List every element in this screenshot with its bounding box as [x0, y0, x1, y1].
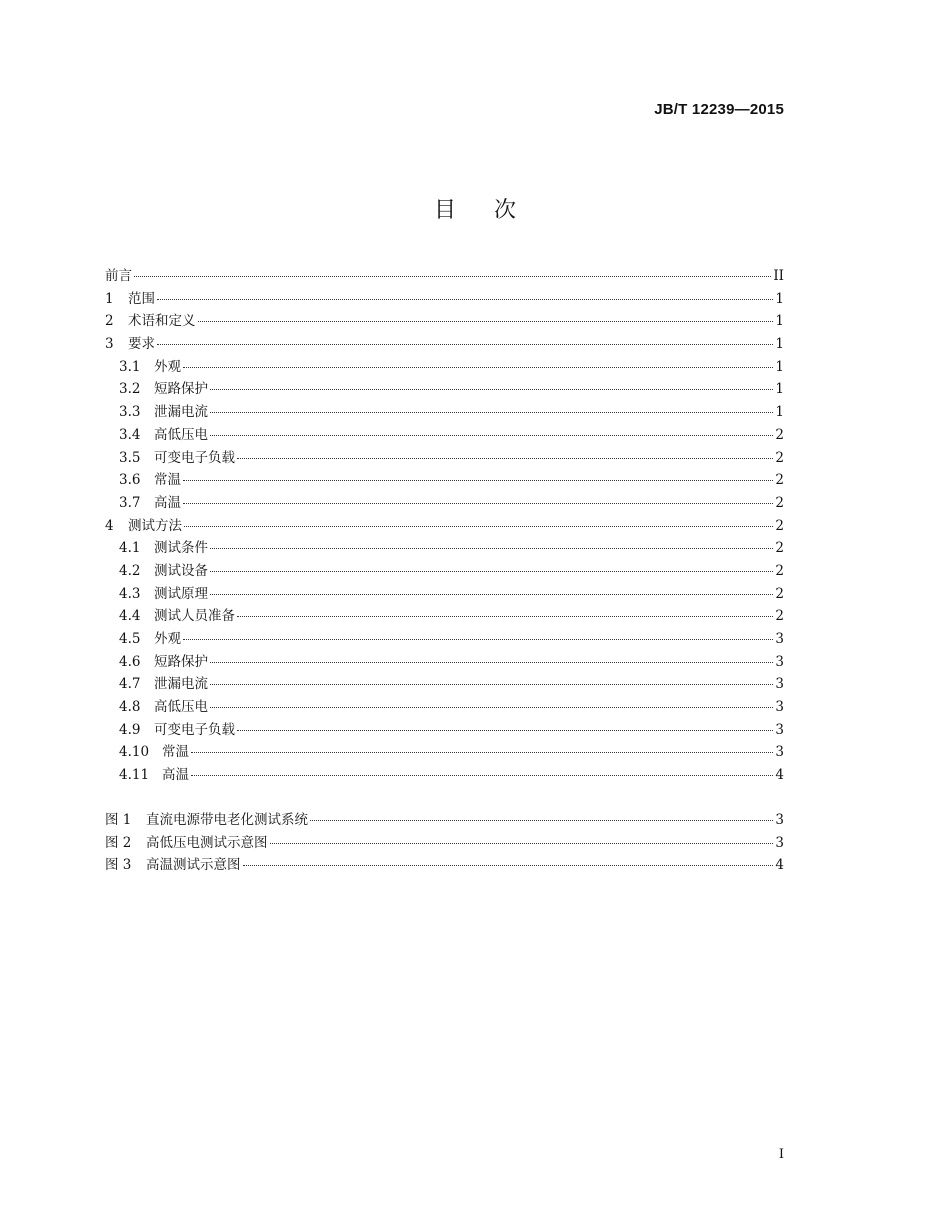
entry-page: 4	[775, 767, 784, 784]
entry-page: 1	[775, 381, 784, 398]
toc-entry[interactable]	[105, 491, 784, 514]
dot-leader	[198, 321, 774, 322]
entry-title: 短路保护	[154, 381, 208, 398]
dot-leader	[184, 526, 773, 527]
dot-leader	[210, 594, 773, 595]
entry-page: 3	[775, 721, 784, 738]
toc-entry[interactable]	[105, 604, 784, 627]
entry-title: 可变电子负载	[154, 449, 235, 466]
toc-entry[interactable]	[105, 514, 784, 537]
entry-number: 4.1	[119, 540, 141, 557]
toc-entry[interactable]	[105, 763, 784, 786]
page-number: I	[778, 1147, 784, 1162]
entry-number: 3.2	[119, 381, 141, 398]
entry-number: 4.7	[119, 676, 141, 693]
entry-number: 3.7	[119, 494, 141, 511]
entry-number: 2	[105, 313, 114, 330]
section-gap	[105, 786, 784, 808]
dot-leader	[210, 389, 773, 390]
entry-number: 4.6	[119, 653, 141, 670]
entry-number: 图 3	[105, 857, 132, 874]
toc-entry[interactable]	[105, 287, 784, 310]
entry-page: 1	[775, 358, 784, 375]
dot-leader	[157, 299, 773, 300]
dot-leader	[210, 412, 773, 413]
entry-number: 4.5	[119, 631, 141, 647]
entry-page: 3	[775, 699, 784, 716]
entry-title: 高低压电测试示意图	[146, 834, 268, 851]
entry-title: 测试方法	[128, 517, 182, 534]
entry-title: 测试设备	[154, 562, 208, 579]
dot-leader	[191, 775, 773, 776]
entry-title: 高温	[154, 494, 181, 511]
entry-number: 4.9	[119, 721, 141, 738]
dot-leader	[183, 503, 773, 504]
entry-title: 范围	[128, 290, 155, 307]
entry-title: 直流电源带电老化测试系统	[146, 811, 308, 828]
entry-title: 术语和定义	[128, 313, 196, 330]
dot-leader	[270, 843, 774, 844]
toc-entry[interactable]	[105, 355, 784, 378]
entry-page: 3	[775, 653, 784, 670]
toc-entry[interactable]	[105, 740, 784, 763]
entry-page: 4	[775, 857, 784, 874]
entry-title: 外观	[154, 631, 181, 647]
entry-page: 2	[775, 540, 784, 557]
entry-title: 高低压电	[154, 699, 208, 716]
dot-leader	[243, 865, 774, 866]
dot-leader	[191, 752, 773, 753]
toc-entry[interactable]	[105, 695, 784, 718]
dot-leader	[183, 639, 773, 640]
entry-title: 外观	[154, 358, 181, 375]
entry-number: 3.6	[119, 472, 141, 489]
entry-page: 1	[775, 404, 784, 421]
page-title: 目次	[433, 198, 554, 223]
entry-title: 泄漏电流	[154, 404, 208, 421]
entry-title: 可变电子负载	[154, 721, 235, 738]
dot-leader	[134, 276, 771, 277]
entry-number: 3.1	[119, 358, 141, 375]
entry-number: 4.10	[119, 744, 150, 761]
toc-entry[interactable]	[105, 582, 784, 605]
dot-leader	[157, 344, 773, 345]
entry-page: 2	[775, 517, 784, 534]
entry-page: 1	[775, 336, 784, 353]
entry-title: 高低压电	[154, 426, 208, 443]
toc-entry[interactable]	[105, 672, 784, 695]
figure-entry[interactable]	[105, 831, 784, 854]
entry-number: 图 1	[105, 811, 132, 828]
toc-entry[interactable]	[105, 446, 784, 469]
toc-entry[interactable]	[105, 559, 784, 582]
entry-number: 3	[105, 336, 114, 353]
toc-entry[interactable]	[105, 400, 784, 423]
dot-leader	[210, 435, 773, 436]
entry-page: 3	[775, 834, 784, 851]
figure-entry[interactable]	[105, 853, 784, 876]
entry-title: 前言	[105, 268, 132, 284]
toc-entry[interactable]	[105, 718, 784, 741]
standard-code: JB/T 12239—2015	[654, 101, 784, 118]
entry-page: 2	[775, 608, 784, 625]
toc-entry[interactable]	[105, 468, 784, 491]
dot-leader	[237, 730, 773, 731]
entry-number: 4.8	[119, 699, 141, 716]
entry-page: 1	[775, 313, 784, 330]
entry-page: II	[773, 268, 784, 284]
dot-leader	[183, 367, 773, 368]
entry-page: 2	[775, 426, 784, 443]
entry-page: 3	[775, 744, 784, 761]
entry-number: 4.2	[119, 562, 141, 579]
dot-leader	[210, 548, 773, 549]
entry-title: 测试原理	[154, 585, 208, 602]
toc-entry[interactable]	[105, 650, 784, 673]
entry-number: 4.4	[119, 608, 141, 625]
entry-title: 高温测试示意图	[146, 857, 241, 874]
table-of-contents	[105, 264, 784, 876]
entry-page: 2	[775, 585, 784, 602]
entry-number: 3.4	[119, 426, 141, 443]
entry-page: 2	[775, 472, 784, 489]
dot-leader	[237, 616, 773, 617]
entry-page: 3	[775, 631, 784, 647]
entry-page: 1	[775, 290, 784, 307]
dot-leader	[237, 458, 773, 459]
entry-page: 2	[775, 494, 784, 511]
entry-title: 要求	[128, 336, 155, 353]
entry-title: 泄漏电流	[154, 676, 208, 693]
entry-number: 4	[105, 517, 114, 534]
entry-title: 测试人员准备	[154, 608, 235, 625]
toc-entry[interactable]	[105, 377, 784, 400]
toc-entry[interactable]	[105, 423, 784, 446]
entry-number: 4.3	[119, 585, 141, 602]
toc-entry[interactable]	[105, 309, 784, 332]
dot-leader	[210, 662, 773, 663]
entry-number: 4.11	[119, 767, 150, 784]
dot-leader	[310, 820, 773, 821]
entry-number: 3.3	[119, 404, 141, 421]
entry-page: 2	[775, 562, 784, 579]
dot-leader	[210, 571, 773, 572]
toc-entry[interactable]	[105, 264, 784, 287]
entry-page: 3	[775, 676, 784, 693]
entry-number: 1	[105, 290, 114, 307]
toc-entry[interactable]	[105, 332, 784, 355]
entry-page: 3	[775, 811, 784, 828]
entry-title: 短路保护	[154, 653, 208, 670]
dot-leader	[210, 684, 773, 685]
entry-page: 2	[775, 449, 784, 466]
dot-leader	[210, 707, 773, 708]
entry-title: 常温	[162, 744, 189, 761]
toc-entry[interactable]	[105, 627, 784, 650]
entry-title: 高温	[162, 767, 189, 784]
dot-leader	[183, 480, 773, 481]
toc-entry[interactable]	[105, 536, 784, 559]
entry-number: 图 2	[105, 834, 132, 851]
figure-entry[interactable]	[105, 808, 784, 831]
entry-number: 3.5	[119, 449, 141, 466]
entry-title: 常温	[154, 472, 181, 489]
entry-title: 测试条件	[154, 540, 208, 557]
